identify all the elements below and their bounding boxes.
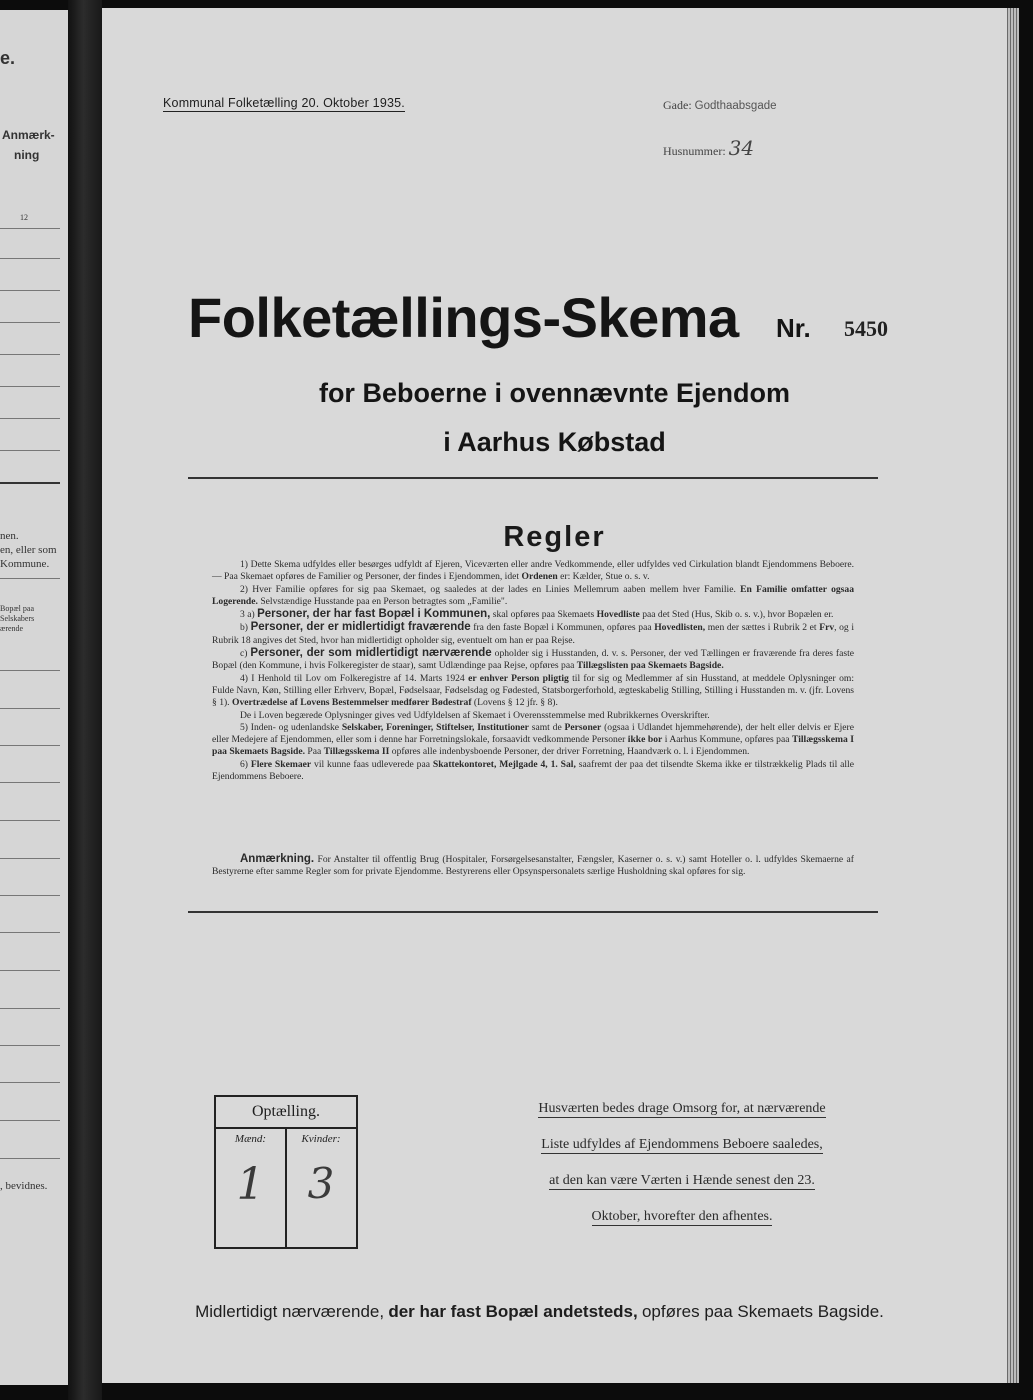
left-page-text: en, eller som (0, 544, 57, 556)
left-page-rule (0, 228, 60, 229)
count-box (214, 1095, 358, 1249)
left-page-rule (0, 708, 60, 709)
husnummer-label: Husnummer: (663, 144, 726, 158)
landlord-notice-line: Husværten bedes drage Omsorg for, at nærværende (538, 1101, 826, 1116)
men-count-value: 1 (236, 1159, 265, 1210)
left-page-rule (0, 578, 60, 579)
left-page-text: Kommune. (0, 558, 50, 570)
left-page-rule (0, 820, 60, 821)
landlord-notice-line: at den kan være Værten i Hænde senest den 23. (549, 1173, 815, 1188)
landlord-notice-line: Oktober, hvorefter den afhentes. (591, 1209, 773, 1224)
form-title: Folketællings-Skema (188, 286, 739, 349)
anmaerkning-label: Anmærkning. (240, 853, 315, 865)
page-stack-edge (1007, 8, 1019, 1383)
left-page-text: , bevidnes. (0, 1180, 48, 1192)
gade-value: Godthaabsgade (694, 100, 777, 112)
rule-paragraph: 3 a) Personer, der har fast Bopæl i Kommunen, skal opføres paa Skemaets Hovedliste paa det Sted (Hus, Skib o. s. v.), hvor Bopælen er. (240, 608, 834, 621)
rule-paragraph: 4) I Henhold til Lov om Folkeregistre af 14. Marts 1924 er enhver Person pligtig til for sig og Medlemmer af sin Husstand, at meddele Oplysninger om: Fulde Navn, Køn, Stilling eller Erhverv, Bopæl, Fødselsaar, Fødselsdag og Fødested, Statsborgerforhold, ægteskabelig Stilling, Stilling i Husstanden m. v. (jfr. Lovens § 1). Overtrædelse af Lovens Bestemmelser medfører Bødestraf (Lovens § 12 jfr. § 8). (212, 672, 854, 709)
husnummer-value: 34 (728, 136, 755, 160)
anmaerkning-text: For Anstalter til offentlig Brug (Hospitaler, Forsørgelsesanstalter, Fængsler, Kaserner o. s. v.) samt Hoteller o. l. udfyldes Skemaerne af Bestyrerne efter samme Regler som for private Ejendomme. Bestyrerens eller Opsynspersonalets særlige Husholdning skal opføres for sig. (212, 854, 854, 878)
left-page-rule (0, 450, 60, 451)
left-page-rule (0, 354, 60, 355)
rule-paragraph: c) Personer, der som midlertidigt nærværende opholder sig i Husstanden, d. v. s. Personer, der ved Tællingen er fraværende fra deres faste Bopæl (den Kommune, i hvis Folkeregister de staar), samt Udlændinge paa Rejse, opføres paa Tillægslisten paa Skemaets Bagside. (212, 647, 855, 672)
gade-row (663, 98, 777, 113)
gade-label: Gade: (663, 98, 692, 112)
census-form-page (102, 8, 1007, 1383)
left-page-text: nen. (0, 530, 19, 542)
left-page-rule (0, 970, 60, 971)
left-page-rule (0, 386, 60, 387)
rule-paragraph: 6) Flere Skemaer vil kunne faas udleverede paa Skattekontoret, Mejlgade 4, 1. Sal, saafremt der paa det tilsendte Skema ikke er tilstrækkelig Plads til alle Ejendommens Beboere. (212, 758, 854, 783)
rule-paragraph: 5) Inden- og udenlandske Selskaber, Foreninger, Stiftelser, Institutioner samt de Personer (ogsaa i Udlandet hjemmehørende), der helt eller delvis er Ejere eller Medejere af Ejendommen, eller som i denne har Forretningslokale, forsaavidt vedkommende Personer ikke bor i Aarhus Kommune, opføres paa Tillægsskema I paa Skemaets Bagside. Paa Tillægsskema II opføres alle indenbysboende Personer, der driver Forretning, Haandværk o. l. i Ejendommen. (212, 721, 854, 758)
left-page-fragment (0, 10, 68, 1385)
form-subtitle-city: i Aarhus Købstad (443, 427, 666, 457)
left-page-rule (0, 670, 60, 671)
form-number-label: Nr. (776, 313, 811, 343)
left-page-rule (0, 782, 60, 783)
rule-paragraph: 2) Hver Familie opføres for sig paa Skemaet, og saaledes at der lades en Linies Mellemrum aaben mellem hver Familie. En Familie omfatter ogsaa Logerende. Selvstændige Husstande paa en Person betragtes som „Familie". (212, 583, 854, 607)
anmaerkning-note (212, 853, 854, 879)
footer-note: Midlertidigt nærværende, der har fast Bopæl andetsteds, opføres paa Skemaets Bagside. (195, 1302, 884, 1321)
left-page-rule (0, 1045, 60, 1046)
women-count-label: Kvinder: (301, 1133, 341, 1145)
form-number-value: 5450 (844, 316, 888, 341)
left-page-text: Bopæl paa (0, 604, 34, 613)
left-page-rule (0, 1008, 60, 1009)
left-page-rule (0, 1120, 60, 1121)
rules-body (212, 559, 854, 783)
women-count-value: 3 (307, 1159, 335, 1208)
left-page-rule (0, 258, 60, 259)
left-page-rule (0, 932, 60, 933)
men-count-label: Mænd: (234, 1133, 267, 1145)
left-page-top-fragment: e. (0, 48, 16, 68)
landlord-notice-line: Liste udfyldes af Ejendommens Beboere saaledes, (541, 1137, 823, 1152)
divider-rule (188, 477, 878, 479)
divider-rule (188, 911, 878, 913)
left-page-rule (0, 1158, 60, 1159)
left-page-col-heading: Anmærk- (2, 128, 55, 142)
left-page-rule (0, 1082, 60, 1083)
left-page-col-heading-2: ning (14, 148, 40, 162)
form-subtitle: for Beboerne i ovennævnte Ejendom (318, 378, 791, 408)
left-page-rule (0, 745, 60, 746)
left-page-rule (0, 858, 60, 859)
census-header: Kommunal Folketælling 20. Oktober 1935. (163, 96, 405, 110)
count-box-title: Optælling. (251, 1103, 320, 1120)
left-page-rule (0, 290, 60, 291)
left-page-text: Selskabers (0, 614, 35, 623)
rule-paragraph: De i Loven begærede Oplysninger gives ved Udfyldelsen af Skemaet i Overensstemmelse med Rubrikkernes Overskrifter. (240, 709, 710, 721)
left-page-rule (0, 418, 60, 419)
left-page-text: ærende (0, 624, 24, 633)
left-page-rule (0, 322, 60, 323)
left-page-col-number: 12 (20, 213, 28, 222)
book-gutter (68, 0, 102, 1400)
left-page-rule (0, 482, 60, 484)
left-page-rule (0, 895, 60, 896)
husnummer-row (663, 136, 754, 160)
rules-heading: Regler (503, 521, 606, 553)
rule-paragraph: 1) Dette Skema udfyldes eller besørges udfyldt af Ejeren, Viceværten eller andre Vedkommende, eller udfyldes ved Cirkulation blandt Ejendommens Beboere. — Paa Skemaet opføres de Familier og Personer, der findes i Ejendommen, idet Ordenen er: Kælder, Stue o. s. v. (212, 559, 854, 583)
rule-paragraph: b) Personer, der er midlertidigt fraværende fra den faste Bopæl i Kommunen, opføres paa Hovedlisten, men der sættes i Rubrik 2 et Frv, og i Rubrik 18 angives det Sted, hvor han midlertidigt opholder sig, eventuelt om han er paa Rejse. (212, 621, 854, 646)
